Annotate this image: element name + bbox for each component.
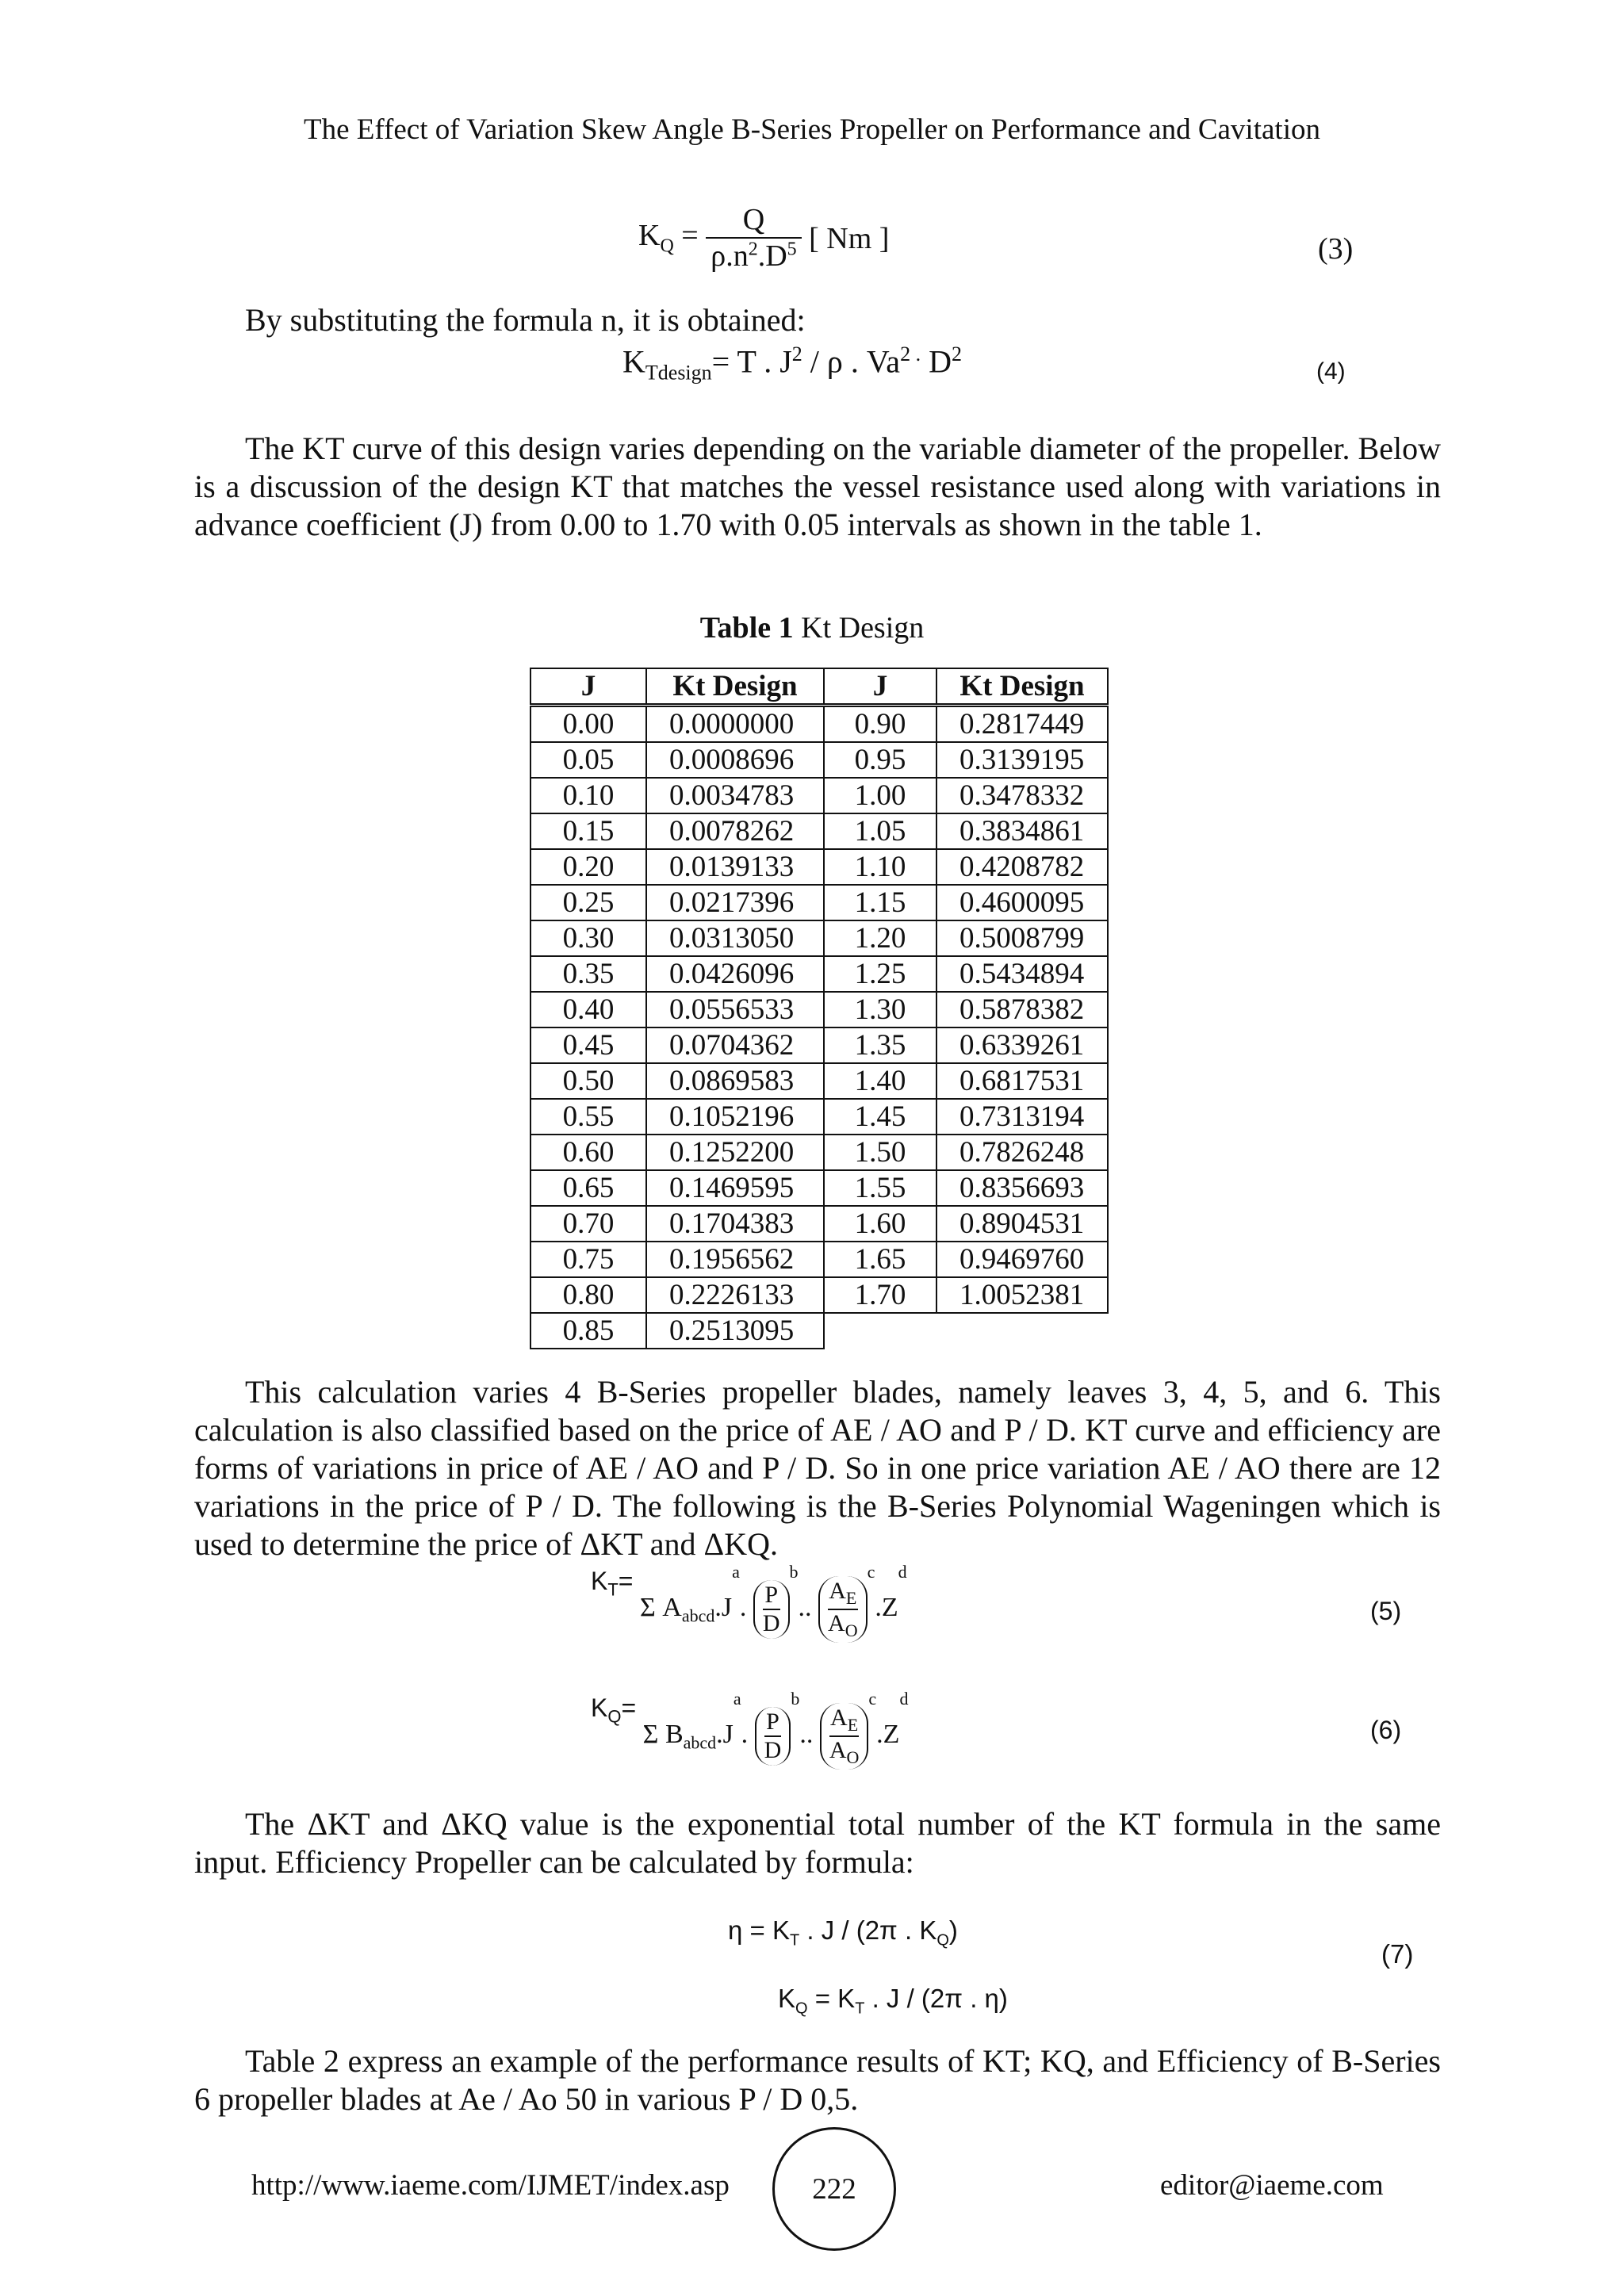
cell-j: 0.45 (530, 1027, 646, 1063)
cell-j: 0.05 (530, 742, 646, 778)
cell-j: 1.20 (824, 920, 936, 956)
cell-j: 1.30 (824, 992, 936, 1027)
equation-7-line-1: $\eta = K_T$ . J / (2π . $K_Q$) (728, 1915, 958, 1950)
equation-5-number: (5) (1370, 1597, 1402, 1625)
cell-j: 0.75 (530, 1242, 646, 1277)
cell-kt-design (936, 1313, 1108, 1349)
cell-kt-design: 0.8356693 (936, 1170, 1108, 1206)
cell-j (824, 1313, 936, 1349)
running-header: The Effect of Variation Skew Angle B-Series Propeller on Performance and Cavitation (304, 113, 1320, 146)
eq6-ae-ao: $\frac{A_E}{A_O}$ (820, 1703, 869, 1770)
table-1-caption: Table 1 Kt Design (699, 611, 925, 645)
cell-j: 1.55 (824, 1170, 936, 1206)
cell-kt-design: 0.4600095 (936, 885, 1108, 920)
table-row (530, 1063, 1108, 1099)
cell-kt-design: 1.0052381 (936, 1277, 1108, 1313)
cell-j: 0.60 (530, 1135, 646, 1170)
cell-kt-design: 0.6339261 (936, 1027, 1108, 1063)
cell-kt-design: 0.3834861 (936, 813, 1108, 849)
page-number: 222 (772, 2127, 896, 2251)
equation-3-number: (3) (1318, 232, 1354, 266)
cell-j: 0.20 (530, 849, 646, 885)
eq3-numerator: Q (742, 203, 765, 236)
cell-kt-design: 0.0704362 (646, 1027, 824, 1063)
table-row (530, 1313, 1108, 1349)
cell-kt-design: 0.1052196 (646, 1099, 824, 1135)
table-header-row (530, 668, 1108, 706)
cell-j: 1.10 (824, 849, 936, 885)
cell-kt-design: 0.3139195 (936, 742, 1108, 778)
equation-4: $K_{Tdesign}= T$ . $J^2$ / ρ . $Va^{2 .}$ $D^2$ (622, 342, 962, 385)
table-row (530, 992, 1108, 1027)
cell-j: 0.55 (530, 1099, 646, 1135)
cell-j: 0.65 (530, 1170, 646, 1206)
kt-design-table (530, 668, 1109, 1349)
cell-j: 1.50 (824, 1135, 936, 1170)
cell-j: 1.40 (824, 1063, 936, 1099)
header-kt-1: Kt Design (646, 668, 824, 706)
cell-j: 0.85 (530, 1313, 646, 1349)
cell-kt-design: 0.1469595 (646, 1170, 824, 1206)
cell-j: 0.10 (530, 778, 646, 813)
cell-kt-design: 0.2817449 (936, 706, 1108, 743)
cell-j: 1.25 (824, 956, 936, 992)
equation-7-line-2: $K_Q = K_T$ . J / (2π . η) (778, 1984, 1008, 2018)
cell-j: 1.15 (824, 885, 936, 920)
cell-j: 0.40 (530, 992, 646, 1027)
cell-j: 1.00 (824, 778, 936, 813)
cell-kt-design: 0.4208782 (936, 849, 1108, 885)
equation-3 (638, 202, 889, 274)
cell-j: 0.50 (530, 1063, 646, 1099)
cell-kt-design: 0.2513095 (646, 1313, 824, 1349)
cell-j: 0.70 (530, 1206, 646, 1242)
equation-6-number: (6) (1370, 1716, 1402, 1744)
eq5-lhs: $K_T=$ (591, 1567, 634, 1600)
eq5-ae-ao: $\frac{A_E}{A_O}$ (818, 1576, 868, 1643)
cell-j: 0.30 (530, 920, 646, 956)
table-row (530, 1027, 1108, 1063)
cell-kt-design: 0.5878382 (936, 992, 1108, 1027)
cell-j: 0.00 (530, 706, 646, 743)
paragraph-3: The ΔKT and ΔKQ value is the exponential total number of the KT formula in the same input. Efficiency Propeller can be calculated by formula: (194, 1806, 1441, 1880)
table-row (530, 1099, 1108, 1135)
cell-kt-design: 0.1704383 (646, 1206, 824, 1242)
eq3-fraction (706, 202, 801, 274)
cell-j: 0.25 (530, 885, 646, 920)
eq3-unit: [ Nm ] (809, 222, 890, 255)
table-row (530, 778, 1108, 813)
table-row (530, 885, 1108, 920)
table-row (530, 1242, 1108, 1277)
paragraph-1: The KT curve of this design varies depending on the variable diameter of the propeller. Below is a discussion of the design KT that matches the vessel resistance used along with variations in advance coefficient (J) from 0.00 to 1.70 with 0.05 intervals as shown in the table 1. (194, 430, 1441, 542)
table-row (530, 1170, 1108, 1206)
table-body (530, 706, 1108, 1349)
cell-j: 1.45 (824, 1099, 936, 1135)
cell-kt-design: 0.5008799 (936, 920, 1108, 956)
cell-j: 0.80 (530, 1277, 646, 1313)
cell-kt-design: 0.7826248 (936, 1135, 1108, 1170)
cell-kt-design: 0.9469760 (936, 1242, 1108, 1277)
table-row (530, 1277, 1108, 1313)
cell-kt-design: 0.0000000 (646, 706, 824, 743)
cell-kt-design: 0.1956562 (646, 1242, 824, 1277)
table-row (530, 1206, 1108, 1242)
cell-j: 0.90 (824, 706, 936, 743)
cell-j: 0.15 (530, 813, 646, 849)
footer-email-link[interactable]: editor@iaeme.com (1160, 2169, 1384, 2202)
cell-kt-design: 0.6817531 (936, 1063, 1108, 1099)
cell-j: 1.05 (824, 813, 936, 849)
header-j-1: J (530, 668, 646, 706)
equation-4-number: (4) (1316, 358, 1346, 385)
cell-j: 1.65 (824, 1242, 936, 1277)
cell-kt-design: 0.8904531 (936, 1206, 1108, 1242)
cell-kt-design: 0.0313050 (646, 920, 824, 956)
eq3-lhs: $K_Q$ = (638, 219, 699, 257)
cell-kt-design: 0.7313194 (936, 1099, 1108, 1135)
eq6-pd: $\frac{P}{D}$ (755, 1707, 791, 1766)
paragraph-2: This calculation varies 4 B-Series propeller blades, namely leaves 3, 4, 5, and 6. This calculation is also classified based on the price of AE / AO and P / D. KT curve and efficiency are forms of variations in price of AE / AO and P / D. So in one price variation AE / AO there are 12 variations in the price of P / D. The following is the B-Series Polynomial Wageningen which is used to determine the price of ΔKT and ΔKQ. (194, 1374, 1441, 1562)
table-row (530, 920, 1108, 956)
cell-kt-design: 0.0034783 (646, 778, 824, 813)
header-j-2: J (824, 668, 936, 706)
equation-6: $K_Q= \Sigma$ $B_{abcd}.J^a$. $\frac{P}{D}$ $^b$.. $\frac{A_E}{A_O}$ $^c.Z^d$ (591, 1703, 908, 1770)
eq5-pd: $\frac{P}{D}$ (753, 1580, 790, 1639)
cell-j: 0.35 (530, 956, 646, 992)
header-kt-2: Kt Design (936, 668, 1108, 706)
paragraph-4: Table 2 express an example of the performance results of KT; KQ, and Efficiency of B-Series 6 propeller blades at Ae / Ao 50 in various P / D 0,5. (194, 2043, 1441, 2117)
eq6-lhs: $K_Q=$ (591, 1693, 637, 1727)
cell-j: 0.95 (824, 742, 936, 778)
equation-7-number: (7) (1381, 1939, 1414, 1969)
table-row (530, 956, 1108, 992)
cell-kt-design: 0.5434894 (936, 956, 1108, 992)
cell-kt-design: 0.0217396 (646, 885, 824, 920)
table-row (530, 1135, 1108, 1170)
cell-j: 1.70 (824, 1277, 936, 1313)
eq3-denominator: $\rho.n^2.D^5$ (706, 237, 801, 274)
cell-kt-design: 0.0556533 (646, 992, 824, 1027)
cell-kt-design: 0.0008696 (646, 742, 824, 778)
cell-j: 1.60 (824, 1206, 936, 1242)
table-row (530, 706, 1108, 743)
equation-5: $K_T= \Sigma$ $A_{abcd}.J^a$. $\frac{P}{D}$ $^b$.. $\frac{A_E}{A_O}$ $^c.Z^d$ (591, 1576, 907, 1643)
substitute-text: By substituting the formula n, it is obtained: (245, 302, 806, 338)
cell-kt-design: 0.3478332 (936, 778, 1108, 813)
cell-kt-design: 0.2226133 (646, 1277, 824, 1313)
cell-j: 1.35 (824, 1027, 936, 1063)
table-row (530, 813, 1108, 849)
cell-kt-design: 0.1252200 (646, 1135, 824, 1170)
table-row (530, 849, 1108, 885)
cell-kt-design: 0.0139133 (646, 849, 824, 885)
footer-url-link[interactable]: http://www.iaeme.com/IJMET/index.asp (251, 2169, 730, 2202)
table-row (530, 742, 1108, 778)
cell-kt-design: 0.0078262 (646, 813, 824, 849)
cell-kt-design: 0.0426096 (646, 956, 824, 992)
cell-kt-design: 0.0869583 (646, 1063, 824, 1099)
